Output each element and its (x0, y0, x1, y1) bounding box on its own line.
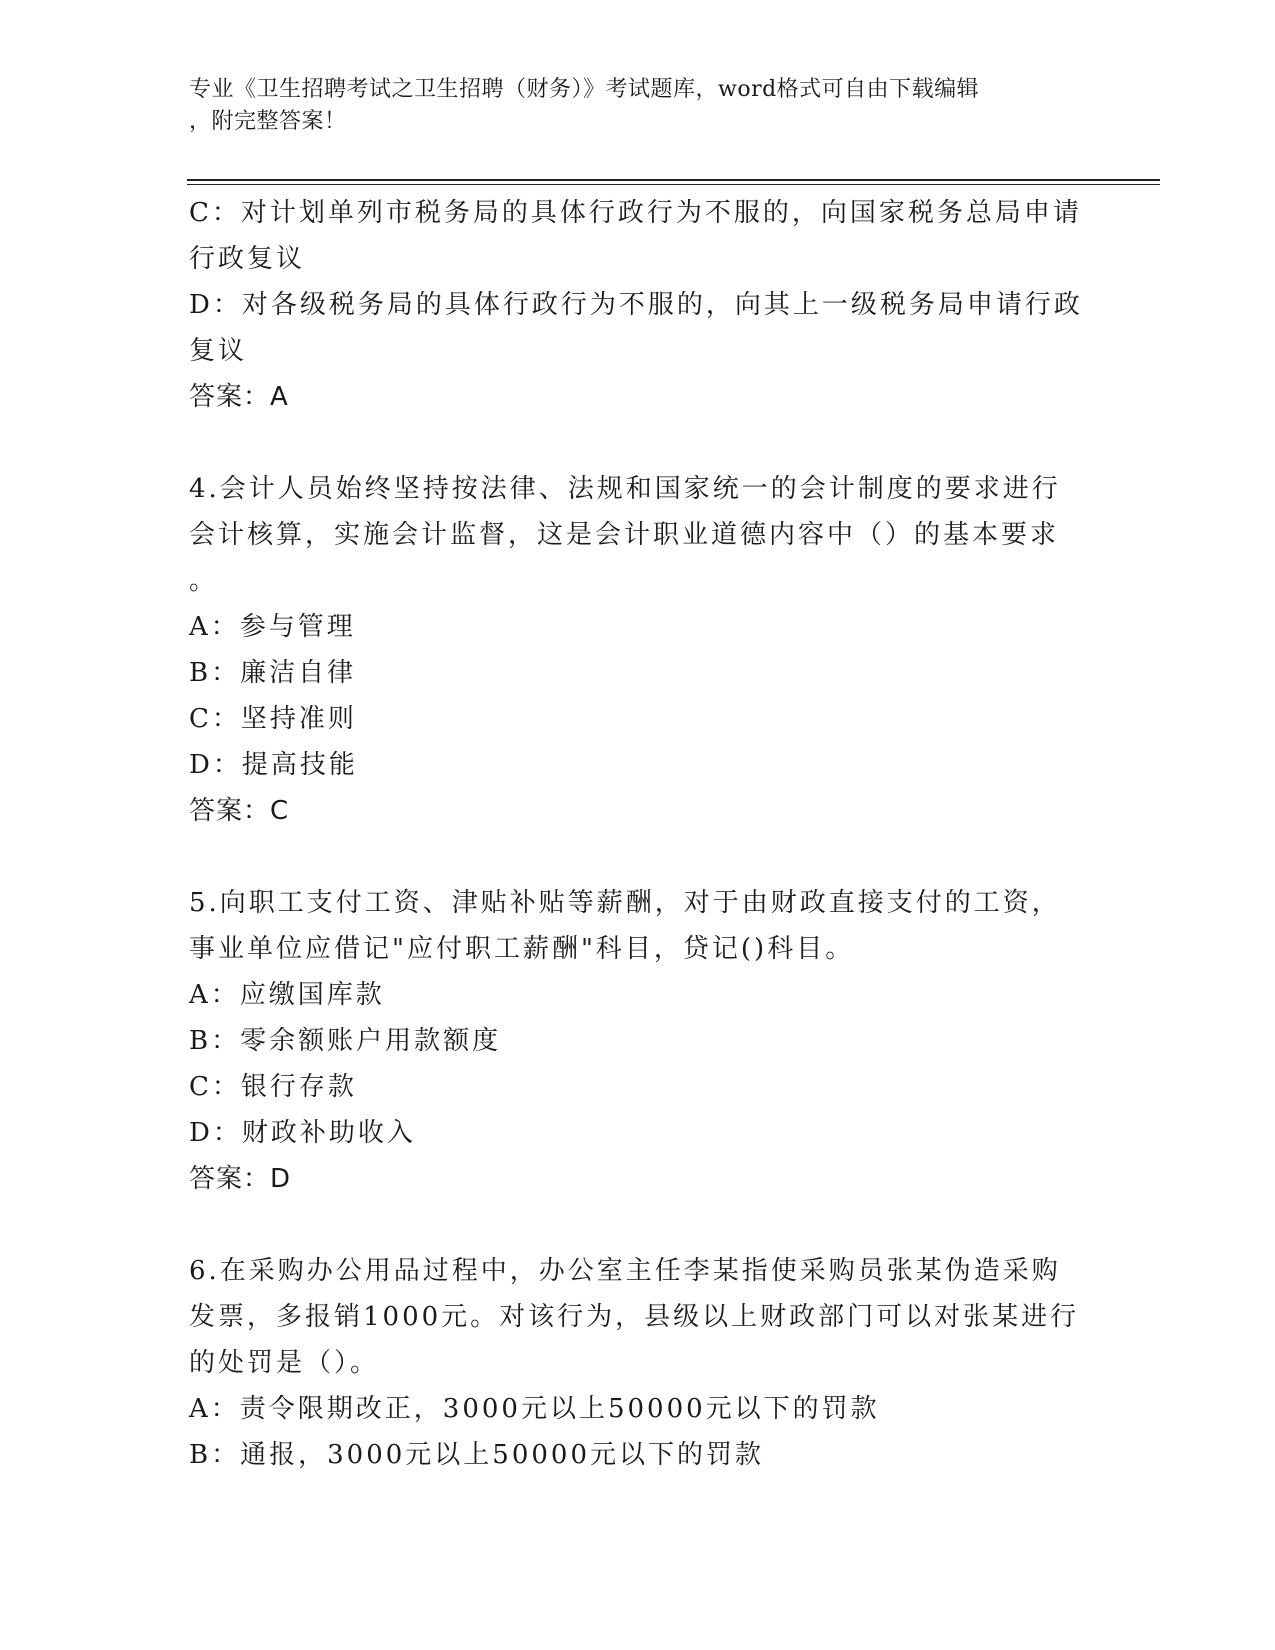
question-stem-line-1: 5.向职工支付工资、津贴补贴等薪酬，对于由财政直接支付的工资， (189, 888, 1061, 918)
header-line-1: 专业《卫生招聘考试之卫生招聘（财务）》考试题库，word格式可自由下载编辑 (189, 77, 980, 102)
option-b: B：零余额账户用款额度 (189, 1026, 502, 1056)
option-c-line-2: 行政复议 (189, 244, 306, 274)
option-b: B：通报，3000元以上50000元以下的罚款 (189, 1440, 764, 1470)
header-divider-thin (187, 184, 1160, 185)
option-c: C：银行存款 (189, 1072, 357, 1102)
option-a: A：应缴国库款 (189, 980, 385, 1010)
header-line-2: ，附完整答案！ (189, 109, 347, 134)
answer-line: 答案：C (189, 796, 290, 826)
question-5 (189, 880, 1089, 1202)
question-content (189, 190, 1089, 1478)
option-c-line-1: C：对计划单列市税务局的具体行政行为不服的，向国家税务总局申请 (189, 198, 1082, 228)
question-4 (189, 466, 1089, 834)
answer-line: 答案：A (189, 382, 289, 412)
question-3-tail (189, 190, 1089, 420)
document-header (189, 74, 1069, 138)
spacer (189, 1202, 1089, 1248)
question-stem-line-2: 发票，多报销1000元。对该行为，县级以上财政部门可以对张某进行 (189, 1302, 1080, 1332)
question-stem-line-1: 4.会计人员始终坚持按法律、法规和国家统一的会计制度的要求进行 (189, 474, 1061, 504)
option-c: C：坚持准则 (189, 704, 357, 734)
question-stem-line-2: 事业单位应借记"应付职工薪酬"科目，贷记()科目。 (189, 934, 855, 964)
option-a: A：参与管理 (189, 612, 356, 642)
option-a: A：责令限期改正，3000元以上50000元以下的罚款 (189, 1394, 880, 1424)
answer-line: 答案：D (189, 1164, 292, 1194)
option-b: B：廉洁自律 (189, 658, 357, 688)
spacer (189, 420, 1089, 466)
option-d: D：财政补助收入 (189, 1118, 416, 1148)
question-stem-line-2: 会计核算，实施会计监督，这是会计职业道德内容中（）的基本要求 (189, 520, 1060, 550)
question-stem-line-1: 6.在采购办公用品过程中，办公室主任李某指使采购员张某伪造采购 (189, 1256, 1061, 1286)
option-d-line-1: D：对各级税务局的具体行政行为不服的，向其上一级税务局申请行政 (189, 290, 1083, 320)
header-divider-thick (187, 179, 1160, 181)
question-6 (189, 1248, 1089, 1478)
question-stem-line-3: 。 (189, 566, 219, 596)
spacer (189, 834, 1089, 880)
question-stem-line-3: 的处罚是（）。 (189, 1348, 380, 1378)
option-d: D：提高技能 (189, 750, 358, 780)
option-d-line-2: 复议 (189, 336, 248, 366)
